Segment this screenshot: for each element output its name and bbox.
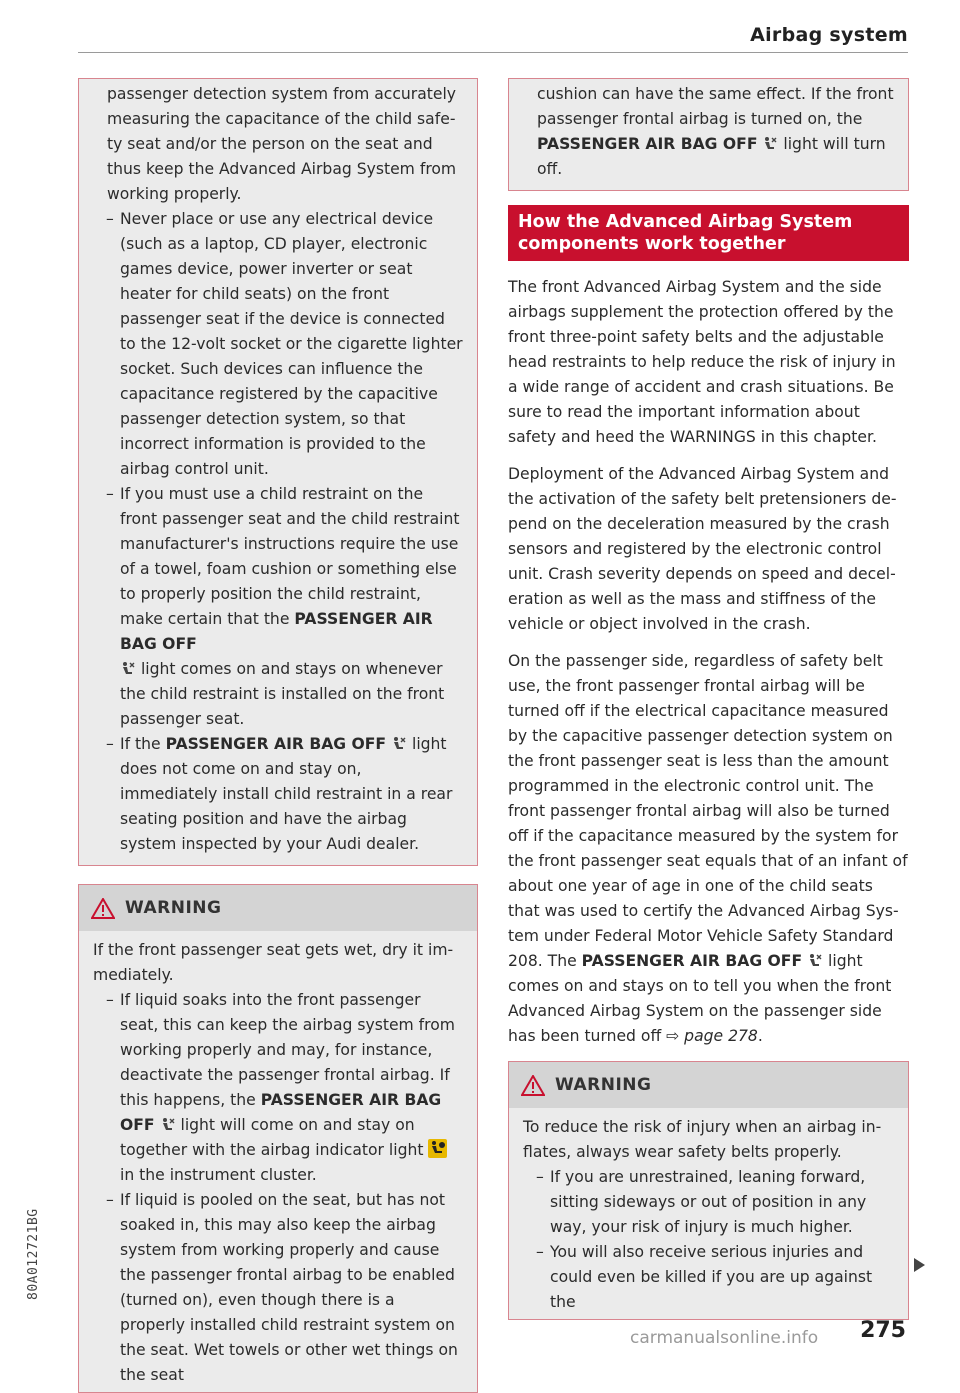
warning-bullet-list [523,1165,894,1315]
warning-triangle-icon [91,898,115,919]
page-number: 275 [860,1318,906,1343]
document-code: 80A012721BG [26,1208,41,1300]
passenger-airbag-off-icon [160,1117,176,1133]
warning-intro: To reduce the risk of injury when an airbag inflates, always wear safety belts properly. [523,1118,882,1161]
list-item: – Never place or use any electrical device (such as a laptop, CD player, electronic games device, power inverter or seat heater for child seats) on the front passenger seat if the device is connected to the 12-volt socket or the cigarette lighter socket. Such devices can influence the capacitance registered by the capacitive passenger detection system, so that incorrect information is provided to the airbag control unit. [93,207,463,482]
right-continued-box [508,78,909,191]
left-bullet-list [93,207,463,857]
list-item: – If you must use a child restraint on the front passenger seat and the child restraint manufacturer's instructions require the use of a towel, foam cushion or something else to properly position the child restraint, make certain that the PASSENGER AIR BAG OFF light comes on and stays on whenever the child restraint is installed on the front passenger seat. [93,482,463,732]
passenger-airbag-off-icon [391,736,407,752]
warning-body [509,1108,908,1319]
passenger-airbag-off-label: PASSENGER AIR BAG OFF [537,135,758,153]
right-column [508,78,909,1320]
header-divider [78,52,908,53]
left-warning-box [78,884,478,1393]
right-warning-box [508,1061,909,1320]
paragraph: Deployment of the Advanced Airbag System and the activation of the safety belt pretensioners depend on the deceleration measured by the crash sensors and registered by the electronic control unit. Crash severity depends on speed and deceleration as well as the mass and stiffness of the vehicle or object involved in the crash. [508,465,897,633]
passenger-airbag-off-label: PASSENGER AIR BAG OFF [581,952,803,970]
page-reference-link[interactable]: ⇨ page 278 [666,1027,758,1045]
section-heading: How the Advanced Airbag System components work together [508,205,909,261]
passenger-airbag-off-icon [762,136,778,152]
list-item: – If the PASSENGER AIR BAG OFF light does not come on and stay on, immediately install child restraint in a rear seating position and have the airbag system inspected by your Audi dealer. [93,732,463,857]
box-text: cushion can have the same effect. If the front passenger frontal airbag is turned on, the PASSENGER AIR BAG OFF light will turn off. [537,85,894,178]
passenger-airbag-off-label: PASSENGER AIR BAG OFF [165,735,387,753]
warning-title: WARNING [125,897,222,918]
warning-header [509,1062,908,1108]
left-continued-box [78,78,478,866]
airbag-indicator-icon [428,1139,447,1158]
list-item: – You will also receive serious injuries and could even be killed if you are up against the [523,1240,894,1315]
box-intro-text: passenger detection system from accurately measuring the capacitance of the child safety seat and/or the person on the seat and thus keep the Advanced Airbag System from working properly. [107,85,457,203]
warning-header [79,885,477,931]
passenger-airbag-off-label: PASSENGER AIR BAG OFF [120,1091,442,1134]
watermark: carmanualsonline.info [630,1328,819,1348]
paragraph: The front Advanced Airbag System and the side airbags supplement the protection offered by the front three-point safety belts and the adjustable head restraints to help reduce the risk of injury in a wide range of accident and crash situations. Be sure to read the important information about safety and heed the WARNINGS in this chapter. [508,278,896,446]
warning-triangle-icon [521,1075,545,1096]
passenger-airbag-off-label: PASSENGER AIR BAG OFF [120,610,433,653]
warning-bullet-list [93,988,463,1388]
warning-intro: If the front passenger seat gets wet, dry it immediately. [93,941,454,984]
left-column [78,78,478,1393]
section-body [508,261,909,1049]
continue-arrow-icon [914,1258,925,1272]
list-item: – If liquid is pooled on the seat, but has not soaked in, this may also keep the airbag system from working properly and cause the passenger frontal airbag to be enabled (turned on), even though there is a properly installed child restraint system on the seat. Wet towels or other wet things on the seat [93,1188,463,1388]
list-item: – If liquid soaks into the front passenger seat, this can keep the airbag system from working properly and may, for instance, deactivate the passenger frontal airbag. If this happens, the PASSENGER AIR BAG OFF light will come on and stay on together with the airbag indicator light in the instrument cluster. [93,988,463,1188]
passenger-airbag-off-icon [807,953,823,969]
page-header-title: Airbag system [750,24,908,46]
warning-title: WARNING [555,1074,652,1095]
passenger-airbag-off-icon [120,661,136,677]
warning-body [79,931,477,1392]
list-item: – If you are unrestrained, leaning forward, sitting sideways or out of position in any way, your risk of injury is much higher. [523,1165,894,1240]
paragraph: On the passenger side, regardless of safety belt use, the front passenger frontal airbag will be turned off if the electrical capacitance measured by the capacitive passenger detection system on the front passenger seat is less than the amount programmed in the electronic control unit. The front passenger frontal airbag will also be turned off if the capacitance measured by the system for the front passenger seat equals that of an infant of about one year of age in one of the child seats that was used to certify the Advanced Airbag System under Federal Motor Vehicle Safety Standard 208. The PASSENGER AIR BAG OFF light comes on and stays on to tell you when the front Advanced Airbag System on the passenger side has been turned off ⇨ page 278. [508,652,908,1045]
